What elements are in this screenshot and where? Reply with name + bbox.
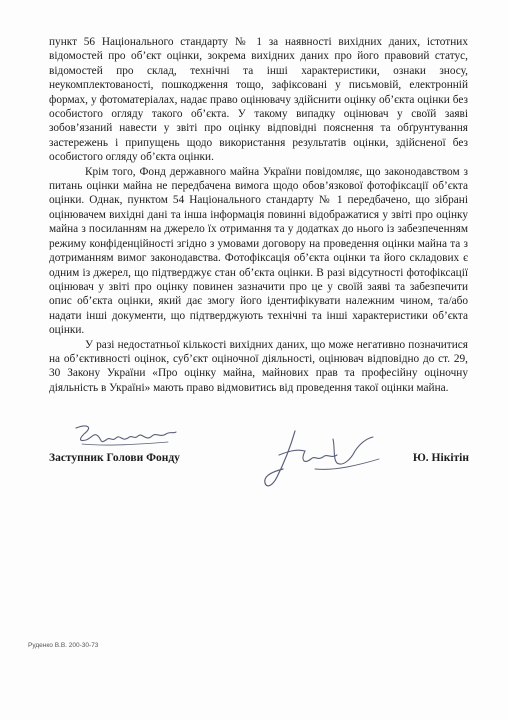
signatory-name: Ю. Нікітін — [412, 452, 469, 464]
paragraph-3: У разі недостатньої кількості вихідних даних, що може негативно позначитися на об’єктивності оцінок, суб’єкт оціночної діяльності, оцінювач відповідно до ст. 29, 30 Закону України «Про оцінку майна, майнових прав та професійну оціночну діяльність в Україні» мають право відмовитись від проведення такої оцінки майна. — [49, 338, 468, 394]
paragraph-1: пункт 56 Національного стандарту № 1 за наявності вихідних даних, істотних відомостей про об’єкт оцінки, зокрема вихідних даних про його правовий статус, відомостей про склад, технічні та інші характеристики, ознаки зносу, неукомплектованості, пошкодження тощо, зафіксовані у письмовій, електронній формах, у фотоматеріалах, надає право оцінювачу здійснити оцінку об’єкта оцінки без особистого огляду такого об’єкта. У такому випадку оцінювач у своїй заяві зобов’язаний навести у звіті про оцінку відповідні пояснення та обґрунтування застережень і припущень щодо використання результатів оцінки, здійсненої без особистого огляду об’єкта оцінки. — [49, 36, 468, 164]
visa-handwriting — [72, 420, 182, 456]
executor-note: Руденко В.В. 200-30-73 — [28, 642, 99, 649]
paragraph-2: Крім того, Фонд державного майна України повідомляє, що законодавством з питань оцінки майна не передбачена вимога щодо обов’язкової фотофіксації об’єкта оцінки. Однак, пунктом 54 Національного стандарту № 1 передбачено, що зібрані оцінювачем вихідні дані та інша інформація повинні відображатися у звіті про оцінку майна з посиланням на джерело їх отримання та у додатках до нього із забезпеченням режиму конфіденційності згідно з умовами договору на проведення оцінки майна та з дотриманням вимог законодавства. Фотофіксація об’єкта оцінки та його складових є одним із джерел, що підтверджує стан об’єкта оцінки. В разі відсутності фотофіксації оцінювач у звіті про оцінку повинен зазначити про це у своїй заяві та забезпечити опис об’єкта оцінки, який дає змогу його ідентифікувати належним чином, та/або надати інші документи, що підтверджують технічні та інші характеристики об’єкта оцінки. — [49, 165, 468, 337]
signatory-role: Заступник Голови Фонду — [49, 452, 180, 464]
signature-block — [49, 452, 469, 472]
letter-body — [49, 35, 468, 395]
